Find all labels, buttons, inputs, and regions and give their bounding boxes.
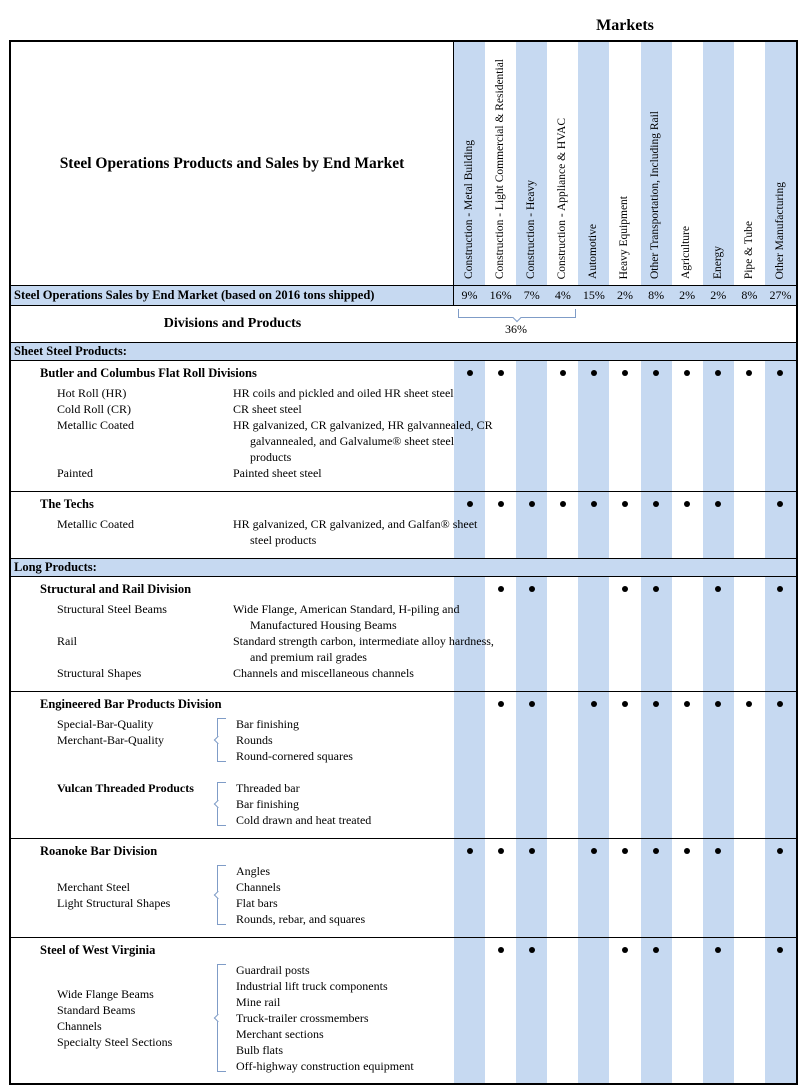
bullet-cell [516, 942, 547, 958]
section-label: Long Products: [14, 560, 97, 574]
product-description: HR galvanized, CR galvanized, HR galvannealed, CR galvannealed, and Galvalume® sheet steel products [233, 418, 493, 464]
section-bar [11, 342, 796, 361]
product-list-item: Channels [236, 880, 281, 894]
division-title-row [11, 942, 796, 958]
division-title: The Techs [40, 497, 94, 511]
bullet-cell [641, 843, 672, 859]
product-category-label: Structural Shapes [57, 666, 142, 680]
market-served-dot [591, 848, 597, 854]
sales-value-cell: 8% [741, 288, 758, 302]
division-bullet-strip [454, 942, 796, 958]
division-title: Butler and Columbus Flat Roll Divisions [40, 366, 257, 380]
market-served-dot [498, 701, 504, 707]
product-category-label: Standard Beams [57, 1003, 136, 1017]
bullet-cell [547, 942, 578, 958]
markets-title: Markets [596, 17, 654, 34]
division-title-row [11, 581, 796, 597]
market-served-dot [560, 501, 566, 507]
product-list-item: Threaded bar [236, 781, 300, 795]
product-description: Standard strength carbon, intermediate alloy hardness, and premium rail grades [233, 634, 494, 664]
product-row [11, 601, 796, 633]
bullet-cell [485, 696, 516, 712]
product-category-label: Painted [57, 466, 93, 480]
market-served-dot [715, 501, 721, 507]
market-column-label: Agriculture [680, 225, 693, 279]
market-column-label: Automotive [587, 224, 600, 279]
market-served-dot [653, 947, 659, 953]
product-list-item: Merchant sections [236, 1027, 324, 1041]
bullet-cell [734, 942, 765, 958]
sales-value-cell: 15% [582, 288, 605, 302]
product-description: HR galvanized, CR galvanized, and Galfan® sheet steel products [233, 517, 478, 547]
division-block [11, 492, 796, 559]
bullet-cell [454, 843, 485, 859]
market-served-dot [622, 701, 628, 707]
bullet-cell [609, 496, 640, 512]
bullet-cell [641, 581, 672, 597]
bullet-cell [578, 942, 609, 958]
bullet-cell [485, 365, 516, 381]
market-served-dot [529, 848, 535, 854]
bullet-cell [454, 496, 485, 512]
sales-value-cell: 16% [489, 288, 512, 302]
product-group-row [11, 716, 796, 764]
product-list-item: Guardrail posts [236, 963, 310, 977]
market-served-dot [653, 701, 659, 707]
product-list-item: Cold drawn and heat treated [236, 813, 372, 827]
market-column-label: Pipe & Tube [742, 220, 755, 279]
division-title: Engineered Bar Products Division [40, 697, 222, 711]
bullet-cell [516, 843, 547, 859]
bullet-cell [672, 581, 703, 597]
product-row [11, 633, 796, 665]
bullet-cell [547, 843, 578, 859]
division-bullet-strip [454, 581, 796, 597]
product-list-item: Angles [236, 864, 270, 878]
market-served-dot [498, 947, 504, 953]
market-served-dot [746, 701, 752, 707]
product-row [11, 401, 796, 417]
bullet-cell [485, 942, 516, 958]
bullet-cell [516, 496, 547, 512]
market-served-dot [715, 848, 721, 854]
product-list-item: Flat bars [236, 896, 278, 910]
market-served-dot [591, 701, 597, 707]
division-bullet-strip [454, 496, 796, 512]
bullet-cell [765, 365, 796, 381]
bullet-cell [485, 843, 516, 859]
division-title: Structural and Rail Division [40, 582, 192, 596]
market-column-label: Construction - Metal Building [462, 140, 475, 279]
market-served-dot [715, 370, 721, 376]
market-column-label: Construction - Light Commercial & Residential [493, 58, 506, 279]
product-row [11, 516, 796, 548]
division-block [11, 361, 796, 492]
bullet-cell [485, 496, 516, 512]
product-category-label: Light Structural Shapes [57, 896, 171, 910]
bullet-cell [703, 365, 734, 381]
bullet-cell [765, 843, 796, 859]
division-bullet-strip [454, 696, 796, 712]
divider-row [11, 306, 796, 342]
product-category-label: Vulcan Threaded Products [57, 781, 194, 795]
bullet-cell [765, 942, 796, 958]
product-group-labels [57, 716, 217, 764]
market-column-label: Energy [711, 245, 724, 279]
sales-value-cell: 2% [710, 288, 727, 302]
market-column-header [547, 42, 578, 285]
product-group-list [236, 716, 353, 764]
bullet-cell [765, 496, 796, 512]
bullet-cell [516, 581, 547, 597]
bullet-cell [641, 696, 672, 712]
product-category-label: Special-Bar-Quality [57, 717, 154, 731]
sales-value-cell: 2% [616, 288, 633, 302]
product-category-label: Wide Flange Beams [57, 987, 154, 1001]
bullet-cell [578, 581, 609, 597]
sales-row-label: Steel Operations Sales by End Market (based on 2016 tons shipped) [11, 286, 454, 305]
division-title-row [11, 696, 796, 712]
divisions-products-header: Divisions and Products [163, 316, 302, 331]
market-served-dot [777, 947, 783, 953]
sales-value-cell: 9% [461, 288, 478, 302]
bullet-cell [609, 581, 640, 597]
product-group-labels [57, 863, 217, 927]
product-list-item: Bar finishing [236, 797, 299, 811]
market-column-label: Heavy Equipment [618, 195, 631, 279]
market-served-dot [777, 370, 783, 376]
market-served-dot [529, 701, 535, 707]
bullet-cell [578, 843, 609, 859]
bullet-cell [547, 696, 578, 712]
product-row [11, 665, 796, 681]
bullet-cell [734, 843, 765, 859]
market-column-header [672, 42, 703, 285]
market-served-dot [467, 848, 473, 854]
product-list-item: Off-highway construction equipment [236, 1059, 414, 1073]
bullet-cell [516, 365, 547, 381]
product-category-label: Channels [57, 1019, 102, 1033]
market-served-dot [777, 586, 783, 592]
product-row [11, 385, 796, 401]
market-served-dot [529, 501, 535, 507]
product-description: HR coils and pickled and oiled HR sheet steel [233, 386, 454, 400]
division-title: Roanoke Bar Division [40, 844, 158, 858]
market-column-header [703, 42, 734, 285]
market-column-header [516, 42, 547, 285]
market-column-label: Other Transportation, Including Rail [649, 110, 662, 279]
table-title-cell [11, 42, 454, 285]
product-category-label: Cold Roll (CR) [57, 402, 132, 416]
market-served-dot [560, 370, 566, 376]
market-column-header [765, 42, 796, 285]
bullet-cell [672, 942, 703, 958]
bullet-cell [454, 942, 485, 958]
product-category-label: Metallic Coated [57, 418, 134, 432]
market-served-dot [467, 501, 473, 507]
brace-icon [217, 964, 226, 1072]
product-group-labels [57, 962, 217, 1074]
market-served-dot [684, 848, 690, 854]
product-description: Channels and miscellaneous channels [233, 666, 414, 680]
construction-group-total: 36% [505, 322, 527, 336]
product-category-label: Rail [57, 634, 77, 648]
product-list-item: Round-cornered squares [236, 749, 353, 763]
division-title-row [11, 843, 796, 859]
bullet-cell [641, 942, 672, 958]
construction-group-bracket-icon [458, 309, 576, 318]
product-group-labels [57, 780, 217, 828]
division-block [11, 938, 796, 1084]
product-list-item: Bulb flats [236, 1043, 283, 1057]
product-category-label: Metallic Coated [57, 517, 134, 531]
sales-row [11, 285, 796, 306]
division-block [11, 839, 796, 938]
product-category-label: Specialty Steel Sections [57, 1035, 173, 1049]
market-served-dot [467, 370, 473, 376]
product-list-item: Rounds, rebar, and squares [236, 912, 366, 926]
market-column-label: Other Manufacturing [773, 181, 786, 279]
brace-icon [217, 718, 226, 762]
market-column-label: Construction - Appliance & HVAC [556, 117, 569, 279]
bullet-cell [609, 843, 640, 859]
product-row [11, 465, 796, 481]
sales-values [454, 286, 796, 305]
bullet-cell [703, 581, 734, 597]
market-served-dot [653, 848, 659, 854]
bullet-cell [672, 365, 703, 381]
market-served-dot [653, 586, 659, 592]
bullet-cell [672, 496, 703, 512]
bullet-cell [578, 365, 609, 381]
bullet-cell [454, 696, 485, 712]
market-column-headers [454, 42, 796, 285]
brace-icon [217, 782, 226, 826]
divisions-content [11, 342, 796, 1084]
market-served-dot [622, 848, 628, 854]
division-title-row [11, 496, 796, 512]
market-served-dot [684, 501, 690, 507]
product-group-list [236, 780, 371, 828]
market-column-header [454, 42, 485, 285]
product-list-item: Industrial lift truck components [236, 979, 388, 993]
market-served-dot [498, 848, 504, 854]
market-served-dot [653, 501, 659, 507]
product-description: Painted sheet steel [233, 466, 322, 480]
sales-value-cell: 7% [523, 288, 540, 302]
market-served-dot [591, 501, 597, 507]
product-description: Wide Flange, American Standard, H-piling and Manufactured Housing Beams [233, 602, 460, 632]
market-served-dot [653, 370, 659, 376]
market-served-dot [622, 501, 628, 507]
section-bar [11, 559, 796, 577]
market-served-dot [591, 370, 597, 376]
market-served-dot [777, 848, 783, 854]
bullet-cell [454, 365, 485, 381]
market-column-header [485, 42, 516, 285]
product-category-label: Hot Roll (HR) [57, 386, 127, 400]
product-group-list [236, 962, 414, 1074]
bullet-cell [703, 942, 734, 958]
bullet-cell [703, 696, 734, 712]
product-row [11, 417, 796, 465]
bullet-cell [703, 843, 734, 859]
brace-icon [217, 865, 226, 925]
bullet-cell [547, 496, 578, 512]
bullet-cell [609, 942, 640, 958]
product-category-label: Merchant-Bar-Quality [57, 733, 165, 747]
sales-value-cell: 2% [679, 288, 696, 302]
bullet-cell [641, 365, 672, 381]
market-served-dot [684, 370, 690, 376]
market-served-dot [498, 370, 504, 376]
market-served-dot [715, 586, 721, 592]
bullet-cell [765, 696, 796, 712]
section-label: Sheet Steel Products: [14, 344, 127, 358]
market-served-dot [529, 586, 535, 592]
market-served-dot [622, 370, 628, 376]
product-category-label: Merchant Steel [57, 880, 130, 894]
bullet-cell [454, 581, 485, 597]
market-column-label: Construction - Heavy [524, 179, 537, 279]
bullet-cell [703, 496, 734, 512]
bullet-cell [547, 365, 578, 381]
market-served-dot [777, 501, 783, 507]
market-column-header [734, 42, 765, 285]
division-block [11, 577, 796, 692]
bullet-cell [609, 365, 640, 381]
product-list-item: Rounds [236, 733, 273, 747]
bullet-cell [578, 496, 609, 512]
market-column-header [641, 42, 672, 285]
bullet-cell [516, 696, 547, 712]
bullet-cell [485, 581, 516, 597]
market-served-dot [498, 501, 504, 507]
market-served-dot [622, 586, 628, 592]
bullet-cell [578, 696, 609, 712]
end-market-table [9, 40, 798, 1085]
product-description: CR sheet steel [233, 402, 302, 416]
division-bullet-strip [454, 843, 796, 859]
product-group-list [236, 863, 365, 927]
market-served-dot [715, 947, 721, 953]
product-group-row [11, 962, 796, 1074]
market-column-header [578, 42, 609, 285]
sales-value-cell: 8% [648, 288, 665, 302]
bullet-cell [672, 696, 703, 712]
product-category-label: Structural Steel Beams [57, 602, 167, 616]
bullet-cell [609, 696, 640, 712]
market-served-dot [777, 701, 783, 707]
bullet-cell [734, 496, 765, 512]
market-served-dot [498, 586, 504, 592]
bullet-cell [672, 843, 703, 859]
bullet-cell [765, 581, 796, 597]
market-served-dot [746, 370, 752, 376]
bullet-cell [734, 696, 765, 712]
product-group-row [11, 780, 796, 828]
division-title: Steel of West Virginia [40, 943, 156, 957]
market-served-dot [622, 947, 628, 953]
division-block [11, 692, 796, 839]
division-bullet-strip [454, 365, 796, 381]
bullet-cell [547, 581, 578, 597]
market-column-header [609, 42, 640, 285]
product-list-item: Truck-trailer crossmembers [236, 1011, 369, 1025]
market-served-dot [715, 701, 721, 707]
product-group-row [11, 863, 796, 927]
bullet-cell [734, 365, 765, 381]
product-list-item: Mine rail [236, 995, 281, 1009]
table-title: Steel Operations Products and Sales by End Market [59, 154, 405, 172]
product-list-item: Bar finishing [236, 717, 299, 731]
bullet-cell [734, 581, 765, 597]
sales-value-cell: 4% [554, 288, 571, 302]
market-served-dot [684, 701, 690, 707]
sales-value-cell: 27% [769, 288, 792, 302]
bullet-cell [641, 496, 672, 512]
division-title-row [11, 365, 796, 381]
market-served-dot [529, 947, 535, 953]
